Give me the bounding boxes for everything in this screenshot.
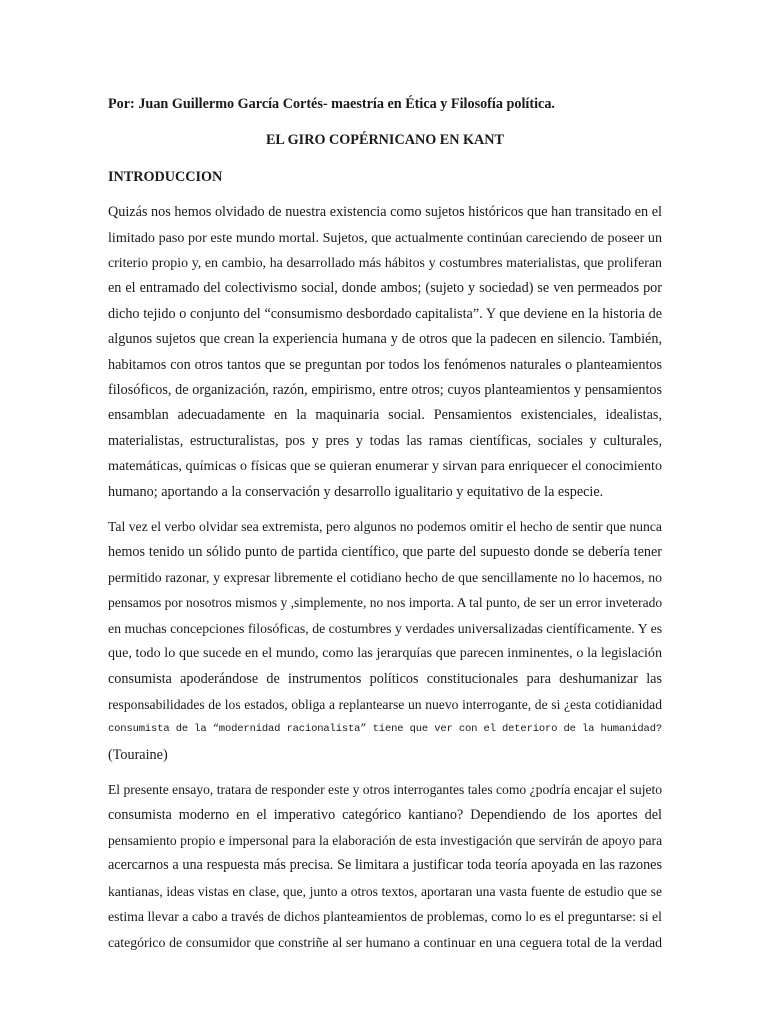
document-body (108, 92, 662, 964)
paragraph-line: en el entramado del colectivismo social, donde ambos; (sujeto y sociedad) se ven permeados por (108, 280, 662, 297)
paragraph-line: (Touraine) (108, 746, 168, 763)
paragraph-line: responsabilidades de los estados, obliga a replantearse un nuevo interrogante, de si ¿esta cotidianidad (108, 696, 662, 712)
paragraph-line: algunos sujetos que crean la experiencia humana y de otros que la padecen en silencio. También, (108, 331, 662, 348)
paragraph-line: consumista de la “modernidad racionalista” tiene que ver con el deterioro de la humanidad? (108, 723, 662, 736)
document-title: EL GIRO COPÉRNICANO EN KANT (265, 132, 505, 149)
paragraph-line: hemos tenido un sólido punto de partida científico, que parte del supuesto donde se debería tener (108, 543, 662, 560)
paragraph-line: consumista moderno en el imperativo categórico kantiano? Dependiendo de los aportes del (108, 806, 662, 823)
paragraph-line: Tal vez el verbo olvidar sea extremista, pero algunos no podemos omitir el hecho de sentir que nunca (108, 519, 662, 535)
paragraph-2 (108, 514, 662, 768)
paragraph-line: criterio propio y, en cambio, ha desarrollado más hábitos y costumbres materialistas, que proliferan (108, 256, 662, 272)
paragraph-line: pensamiento propio e impersonal para la elaboración de esta investigación que servirán de apoyo para (108, 832, 663, 848)
paragraph-line: dicho tejido o conjunto del “consumismo desbordado capitalista”. Y que deviene en la historia de (108, 305, 662, 322)
paragraph-line: consumista apoderándose de instrumentos políticos constitucionales para deshumanizar las (108, 670, 662, 687)
paragraph-line: El presente ensayo, tratara de responder este y otros interrogantes tales como ¿podría encajar el sujeto (108, 782, 663, 798)
paragraph-line: categórico de consumidor que constriñe al ser humano a continuar en una ceguera total de la verdad (108, 934, 662, 950)
paragraph-line: pensamos por nosotros mismos y ,simplemente, no nos importa. A tal punto, de ser un error inveterado (108, 595, 663, 611)
paragraph-line: materialistas, estructuralistas, pos y pres y todas las ramas científicas, sociales y culturales, (108, 432, 662, 449)
paragraph-line: habitamos con otros tantos que se preguntan por todos los fenómenos naturales o planteamientos (108, 356, 662, 373)
paragraph-line: filosóficos, de organización, razón, empirismo, entre otros; cuyos planteamientos y pensamientos (108, 382, 662, 399)
paragraph-1 (108, 200, 662, 505)
paragraph-line: acercarnos a una respuesta más precisa. Se limitara a justificar toda teoría apoyada en las razones (108, 857, 662, 874)
paragraph-line: que, todo lo que sucede en el mundo, como las jerarquías que parecen inminentes, o la legislación (108, 645, 662, 662)
paragraph-line: estima llevar a cabo a través de dichos planteamientos de problemas, como lo es el preguntarse: si el (108, 909, 662, 925)
paragraph-line: Quizás nos hemos olvidado de nuestra existencia como sujetos históricos que han transitado en el (108, 204, 662, 221)
author-line: Por: Juan Guillermo García Cortés- maestría en Ética y Filosofía política. (108, 96, 555, 112)
paragraph-line: humano; aportando a la conservación y desarrollo igualitario y equitativo de la especie. (108, 483, 604, 500)
paragraph-3 (108, 777, 662, 955)
paragraph-line: ensamblan adecuadamente en la maquinaria social. Pensamientos existenciales, idealistas, (108, 407, 662, 424)
paragraph-line: en muchas concepciones filosóficas, de costumbres y verdades universalizadas científicamente. Y es (108, 620, 663, 636)
paragraph-line: kantianas, ideas vistas en clase, que, junto a otros textos, aportaran una vasta fuente de estudio que se (108, 883, 662, 899)
paragraph-line: limitado paso por este mundo mortal. Sujetos, que actualmente continúan careciendo de poseer un (108, 229, 662, 246)
paragraph-line: permitido razonar, y expresar libremente el cotidiano hecho de que sencillamente no lo hacemos, no (108, 569, 662, 585)
paragraph-line: matemáticas, químicas o físicas que se quieran enumerar y sirvan para enriquecer el conocimiento (108, 458, 662, 475)
section-heading: INTRODUCCION (108, 168, 223, 185)
